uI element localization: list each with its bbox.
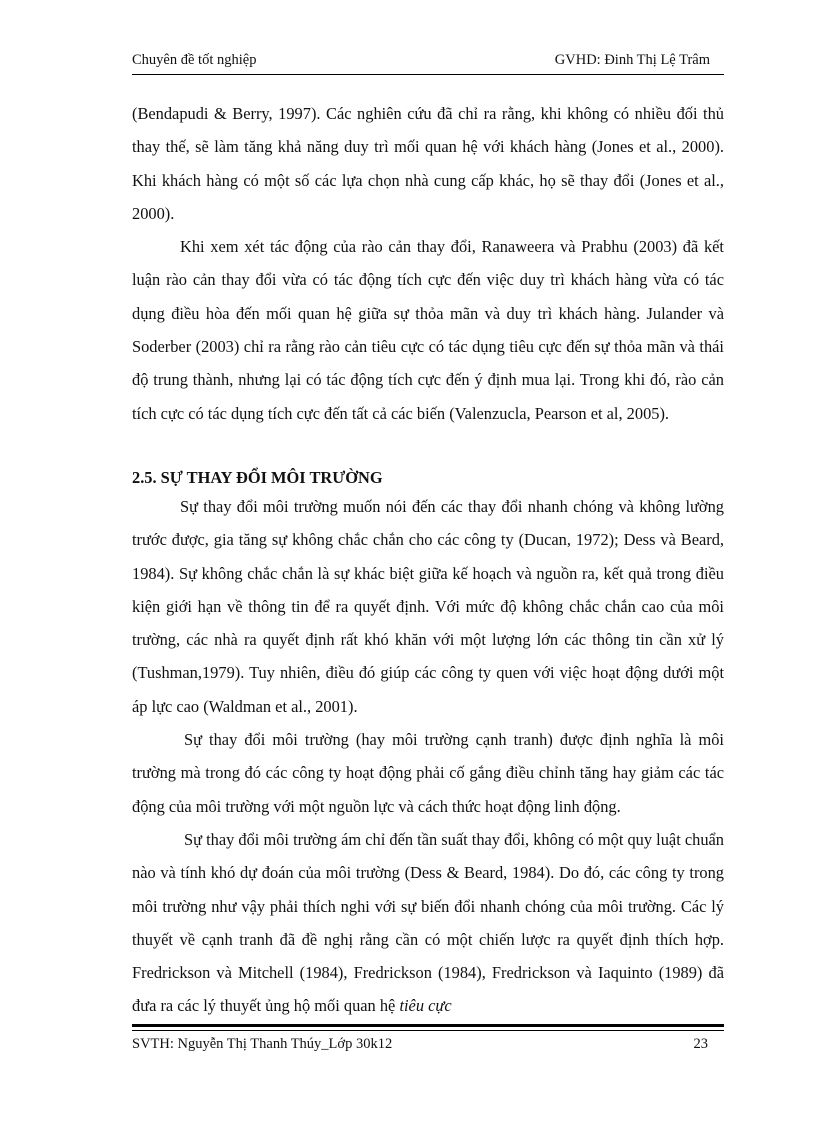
paragraph-2: Khi xem xét tác động của rào cản thay đổi, Ranaweera và Prabhu (2003) đã kết luận rào cản thay đổi vừa có tác động tích cực đến việc duy trì khách hàng vừa có tác dụng điều hòa đến mối quan hệ giữa sự thỏa mãn và duy trì khách hàng. Julander và Soderber (2003) chỉ ra rằng rào cản tiêu cực có tác dụng tiêu cực đến sự thỏa mãn và thái độ trung thành, nhưng lại có tác động tích cực đến ý định mua lại. Trong khi đó, rào cản tích cực có tác dụng tích cực đến tất cả các biến (Valenzucla, Pearson et al, 2005). xyxy=(132,237,724,423)
header-rule xyxy=(132,74,724,75)
paragraph-1: (Bendapudi & Berry, 1997). Các nghiên cứu đã chỉ ra rằng, khi không có nhiều đối thủ thay thế, sẽ làm tăng khả năng duy trì mối quan hệ với khách hàng (Jones et al., 2000). Khi khách hàng có một số các lựa chọn nhà cung cấp khác, họ sẽ thay đổi (Jones et al., 2000). xyxy=(132,104,724,223)
header-advisor: GVHD: Đinh Thị Lệ Trâm xyxy=(554,52,710,68)
footer-student: SVTH: Nguyễn Thị Thanh Thúy_Lớp 30k12 xyxy=(132,1036,393,1052)
footer-rule-thick xyxy=(132,1024,724,1027)
paragraph-5-italic: tiêu cực xyxy=(399,996,452,1016)
paragraph-4: Sự thay đổi môi trường (hay môi trường cạnh tranh) được định nghĩa là môi trường mà trong đó các công ty hoạt động phải cố gắng điều chỉnh tăng hay giảm các tác động của môi trường với một nguồn lực và cách thức hoạt động linh động. xyxy=(132,730,724,816)
page-number: 23 xyxy=(693,1036,708,1052)
paragraph-5-text: Sự thay đổi môi trường ám chỉ đến tần suất thay đổi, không có một quy luật chuẩn nào và tính khó dự đoán của môi trường (Dess & Beard, 1984). Do đó, các công ty trong môi trường như vậy phải thích nghi với sự biến đổi nhanh chóng của môi trường. Các lý thuyết về cạnh tranh đã đề nghị rằng cần có một chiến lược ra quyết định thích hợp. Fredrickson và Mitchell (1984), Fredrickson (1984), Fredrickson và Iaquinto (1989) đã đưa ra các lý thuyết ủng hộ mối quan hệ xyxy=(132,829,724,1016)
paragraph-5 xyxy=(132,823,724,1023)
section-body-1 xyxy=(132,97,724,430)
header-title: Chuyên đề tốt nghiệp xyxy=(132,52,257,68)
page-header xyxy=(132,52,724,72)
section-heading: 2.5. SỰ THAY ĐỔI MÔI TRƯỜNG xyxy=(132,468,383,487)
footer-rule-thin xyxy=(132,1030,724,1031)
section-body-2 xyxy=(132,490,724,1023)
paragraph-3: Sự thay đổi môi trường muốn nói đến các thay đổi nhanh chóng và không lường trước được, gia tăng sự không chắc chắn cho các công ty (Ducan, 1972); Dess và Beard, 1984). Sự không chắc chắn là sự khác biệt giữa kế hoạch và nguồn ra, kết quả trong điều kiện giới hạn về thông tin để ra quyết định. Với mức độ không chắc chắn cao của môi trường, các nhà ra quyết định rất khó khăn với một lượng lớn các thông tin cần xử lý (Tushman,1979). Tuy nhiên, điều đó giúp các công ty quen với việc hoạt động dưới một áp lực cao (Waldman et al., 2001). xyxy=(132,497,724,716)
